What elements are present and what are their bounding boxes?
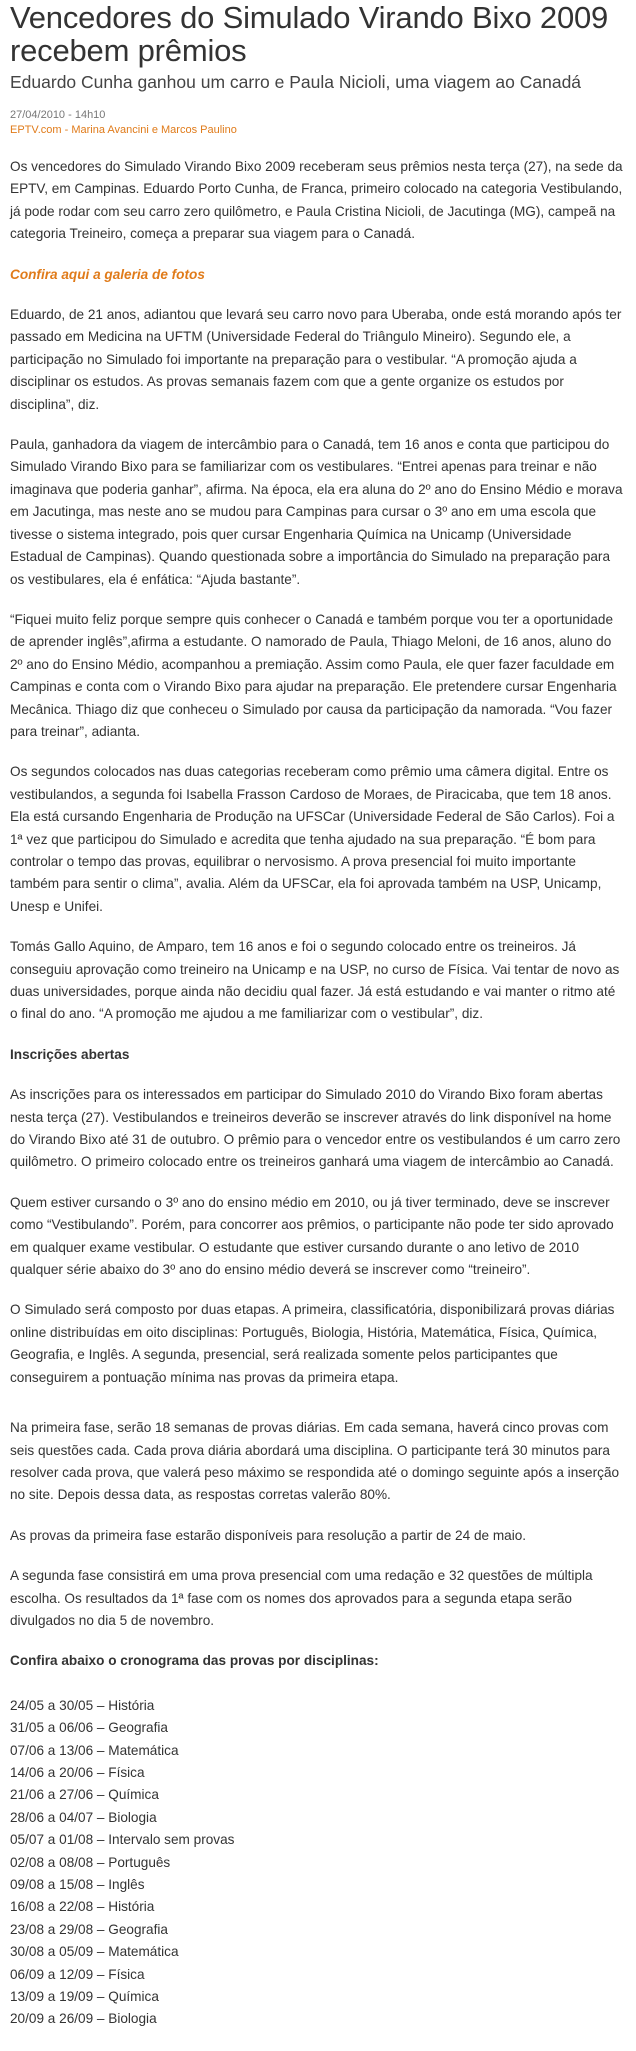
schedule-item: 28/06 a 04/07 – Biologia <box>10 1809 157 1825</box>
schedule-item: 05/07 a 01/08 – Intervalo sem provas <box>10 1832 235 1848</box>
article-paragraph: Quem estiver cursando o 3º ano do ensino médio em 2010, ou já tiver terminado, deve se inscrever como “Vestibulando”. Porém, para concorrer aos prêmios, o participante não pode ter sido aprovado em qualquer exame vestibular. O estudante que estiver cursando durante o ano letivo de 2010 qualquer série abaixo do 3º ano do ensino médio deverá se inscrever como “treineiro”. <box>10 1194 614 1278</box>
section-heading-inscricoes: Inscrições abertas <box>10 1046 130 1062</box>
article-paragraph: Paula, ganhadora da viagem de intercâmbio para o Canadá, tem 16 anos e conta que participou do Simulado Virando Bixo para se familiarizar com os vestibulares. “Entrei apenas para treinar e não imaginava que poderia ganhar”, afirma. Na época, ela era aluna do 2º ano do Ensino Médio e morava em Jacutinga, mas neste ano se mudou para Campinas para cursar o 3º ano em uma escola que tivesse o sistema integrado, pois quer cursar Engenharia Química na Unicamp (Universidade Estadual de Campinas). Quando questionada sobre a importância do Simulado na preparação para os vestibulares, ela é enfática: “Ajuda bastante”. <box>10 437 623 587</box>
schedule-item: 02/08 a 08/08 – Português <box>10 1854 171 1870</box>
article-meta <box>10 108 626 138</box>
article-paragraph: “Fiquei muito feliz porque sempre quis conhecer o Canadá e também porque vou ter a oportunidade de aprender inglês”,afirma a estudante. O namorado de Paula, Thiago Meloni, de 16 anos, aluno do 2º ano do Ensino Médio, acompanhou a premiação. Assim como Paula, ele quer fazer faculdade em Campinas e conta com o Virando Bixo para ajudar na preparação. Ele pretendere cursar Engenharia Mecânica. Thiago diz que conheceu o Simulado por causa da participação da namorada. “Vou fazer para treinar”, adianta. <box>10 611 617 739</box>
schedule-item: 14/06 a 20/06 – Física <box>10 1764 145 1780</box>
schedule-item: 30/08 a 05/09 – Matemática <box>10 1944 179 1960</box>
article-paragraph: Tomás Gallo Aquino, de Amparo, tem 16 anos e foi o segundo colocado entre os treineiros. Já conseguiu aprovação como treineiro na Unicamp e na USP, no curso de Física. Vai tentar de novo as duas universidades, porque ainda não decidiu qual fazer. Já está estudando e vai manter o ritmo até o final do ano. “A promoção me ajudou a me familiarizar com o vestibular”, diz. <box>10 939 620 1022</box>
schedule-item: 23/08 a 29/08 – Geografia <box>10 1921 168 1937</box>
photo-gallery-link[interactable]: Confira aqui a galeria de fotos <box>10 266 205 282</box>
article-paragraph: Na primeira fase, serão 18 semanas de provas diárias. Em cada semana, haverá cinco provas com seis questões cada. Cada prova diária abordará uma disciplina. O participante terá 30 minutos para resolver cada prova, que valerá peso máximo se respondida até o domingo seguinte após a inserção no site. Depois dessa data, as respostas corretas valerão 80%. <box>10 1420 620 1503</box>
schedule-item: 06/09 a 12/09 – Física <box>10 1966 145 1982</box>
inscricoes-paragraphs <box>10 1084 626 1389</box>
article-date: 27/04/2010 - 14h10 <box>10 109 106 121</box>
schedule-item: 07/06 a 13/06 – Matemática <box>10 1742 179 1758</box>
article-source <box>10 123 626 138</box>
schedule-item: 09/08 a 15/08 – Inglês <box>10 1877 145 1892</box>
article-title: Vencedores do Simulado Virando Bixo 2009 recebem prêmios <box>10 0 609 68</box>
intro-paragraphs <box>10 156 626 246</box>
source-site-link[interactable]: EPTV.com <box>10 124 62 136</box>
fases-paragraphs <box>10 1417 626 1632</box>
schedule-item: 21/06 a 27/06 – Química <box>10 1787 159 1803</box>
article-body <box>10 156 626 2031</box>
article-paragraph: Os vencedores do Simulado Virando Bixo 2009 receberam seus prêmios nesta terça (27), na sede da EPTV, em Campinas. Eduardo Porto Cunha, de Franca, primeiro colocado na categoria Vestibulando, já pode rodar com seu carro zero quilômetro, e Paula Cristina Nicioli, de Jacutinga (MG), campeã na categoria Treineiro, começa a preparar sua viagem para o Canadá. <box>10 159 623 242</box>
main-paragraphs <box>10 304 626 1026</box>
article-paragraph: As provas da primeira fase estarão disponíveis para resolução a partir de 24 de maio. <box>10 1527 527 1543</box>
source-authors: - Marina Avancini e Marcos Paulino <box>61 124 237 136</box>
schedule-item: 31/05 a 06/06 – Geografia <box>10 1720 168 1736</box>
schedule-item: 20/09 a 26/09 – Biologia <box>10 2011 157 2027</box>
schedule-list <box>10 1695 626 2031</box>
article-subtitle: Eduardo Cunha ganhou um carro e Paula Nicioli, uma viagem ao Canadá <box>10 72 582 92</box>
schedule-item: 16/08 a 22/08 – História <box>10 1899 155 1915</box>
schedule-item: 13/09 a 19/09 – Química <box>10 1989 159 2005</box>
schedule-item: 24/05 a 30/05 – História <box>10 1697 155 1713</box>
article-paragraph: Os segundos colocados nas duas categorias receberam como prêmio uma câmera digital. Entre os vestibulandos, a segunda foi Isabella Frasson Cardoso de Moraes, de Piracicaba, que tem 18 anos. Ela está cursando Engenharia de Produção na UFSCar (Universidade Federal de São Carlos). Foi a 1ª vez que participou do Simulado e acredita que tenha ajudado na sua preparação. “É bom para controlar o tempo das provas, equilibrar o nervosismo. A prova presencial foi muito importante também para sentir o clima”, avalia. Além da UFSCar, ela foi aprovada também na USP, Unicamp, Unesp e Unifei. <box>10 764 615 914</box>
schedule-heading: Confira abaixo o cronograma das provas por disciplinas: <box>10 1653 379 1669</box>
article-paragraph: As inscrições para os interessados em participar do Simulado 2010 do Virando Bixo foram abertas nesta terça (27). Vestibulandos e treineiros deverão se inscrever através do link disponível na home do Virando Bixo até 31 de outubro. O prêmio para o vencedor entre os vestibulandos é um carro zero quilômetro. O primeiro colocado entre os treineiros ganhará uma viagem de intercâmbio ao Canadá. <box>10 1087 621 1170</box>
article-paragraph: A segunda fase consistirá em uma prova presencial com uma redação e 32 questões de múltipla escolha. Os resultados da 1ª fase com os nomes dos aprovados para a segunda etapa serão divulgados no dia 5 de novembro. <box>10 1568 593 1628</box>
article-paragraph: O Simulado será composto por duas etapas. A primeira, classificatória, disponibilizará provas diárias online distribuídas em oito disciplinas: Português, Biologia, História, Matemática, Física, Química, Geografia, e Inglês. A segunda, presencial, será realizada somente pelos participantes que conseguirem a pontuação mínima nas provas da primeira etapa. <box>10 1302 615 1385</box>
article-paragraph: Eduardo, de 21 anos, adiantou que levará seu carro novo para Uberaba, onde está morando após ter passado em Medicina na UFTM (Universidade Federal do Triângulo Mineiro). Segundo ele, a participação no Simulado foi importante na preparação para o vestibular. “A promoção ajuda a disciplinar os estudos. As provas semanais fazem com que a gente organize os estudos por disciplina”, diz. <box>10 307 622 412</box>
